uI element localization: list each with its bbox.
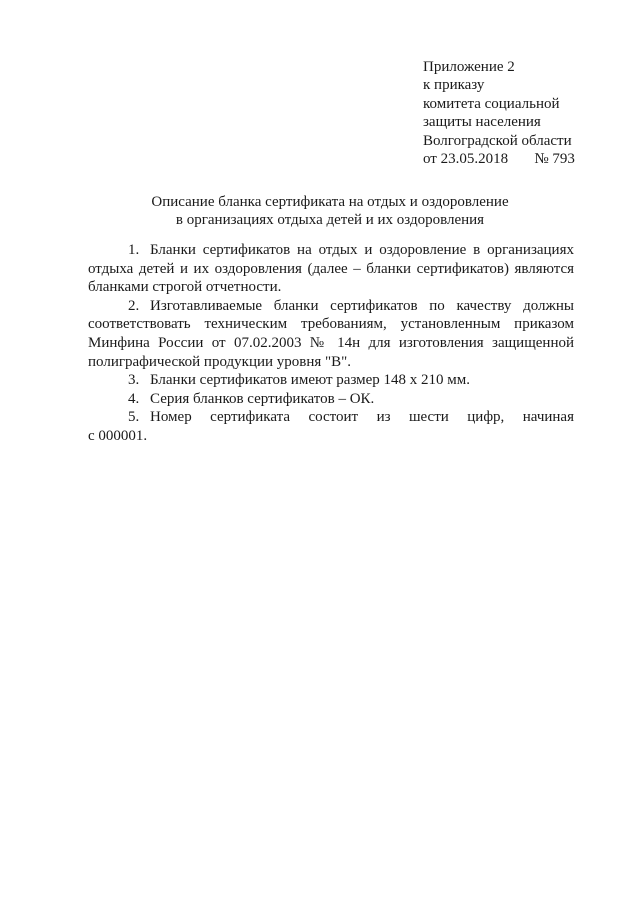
list-item-continuation: [88, 427, 574, 446]
item-text-continuation: с 000001.: [88, 427, 148, 444]
list-item: [88, 408, 574, 427]
approval-line-protection: защиты населения: [423, 114, 541, 131]
item-number: 3.: [128, 372, 140, 389]
approval-line-committee: комитета социальной: [423, 95, 560, 112]
approval-line-appendix: Приложение 2: [423, 59, 515, 75]
title-line-2: в организациях отдыха детей и их оздоровления: [175, 212, 485, 229]
approval-block: [423, 58, 623, 168]
item-number: 1.: [128, 242, 140, 258]
approval-line-order: к приказу: [423, 77, 485, 94]
approval-date-number: от 23.05.2018 № 793: [423, 151, 575, 168]
item-number: 5.: [128, 409, 140, 426]
item-text: Бланки сертификатов на отдых и оздоровление в организациях отдыха детей и их оздоровления (далее – бланки сертификатов) являются бланками строгой отчетности.: [88, 242, 574, 296]
list-item: [88, 371, 574, 390]
document-body: [88, 241, 574, 446]
approval-line-region: Волгоградской области: [423, 132, 572, 149]
item-text: Серия бланков сертификатов – ОК.: [150, 390, 375, 407]
title-line-1: Описание бланка сертификата на отдых и оздоровление: [151, 194, 509, 210]
document-title: [88, 193, 572, 230]
item-text: Бланки сертификатов имеют размер 148 х 210 мм.: [150, 372, 471, 389]
item-number: 2.: [128, 297, 140, 314]
item-text: Номер сертификата состоит из шести цифр, начиная: [150, 409, 574, 426]
item-text: Изготавливаемые бланки сертификатов по качеству должны соответствовать техническим требованиям, установленным приказом Минфина России от 07.02.2003 № 14н для изготовления защищенной полиграфической продукции уровня "В".: [88, 297, 574, 370]
list-item: [88, 390, 574, 409]
list-item: [88, 297, 574, 371]
list-item: [88, 241, 574, 297]
item-number: 4.: [128, 390, 140, 407]
